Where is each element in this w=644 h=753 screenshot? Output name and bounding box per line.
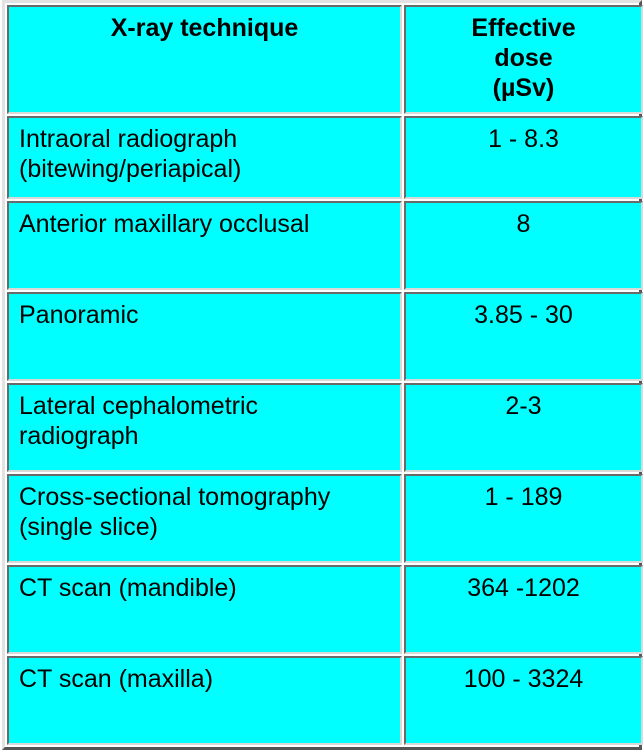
technique-line-2: (single slice) <box>19 513 158 542</box>
technique-cell <box>7 292 402 381</box>
dose-table-frame <box>2 0 642 750</box>
technique-cell <box>7 656 402 745</box>
technique-cell <box>7 383 402 472</box>
table-row <box>7 656 643 745</box>
technique-line-1: Anterior maxillary occlusal <box>19 210 310 239</box>
dose-cell: 1 - 8.3 <box>404 116 643 200</box>
technique-cell <box>7 201 402 290</box>
dose-cell: 364 -1202 <box>404 565 643 654</box>
dose-cell: 8 <box>404 201 643 290</box>
dose-cell: 1 - 189 <box>404 474 643 563</box>
table-header-row <box>7 5 643 114</box>
dose-table <box>5 3 644 747</box>
header-technique-label: X-ray technique <box>110 14 299 42</box>
dose-cell: 2-3 <box>404 383 643 472</box>
header-dose-unit: (µSv) <box>492 74 555 102</box>
dose-cell: 100 - 3324 <box>404 656 643 745</box>
header-dose-line-1: Effective <box>471 14 576 42</box>
table-row <box>7 474 643 563</box>
technique-cell <box>7 565 402 654</box>
header-dose-line-2: dose <box>494 44 553 72</box>
technique-line-1: CT scan (mandible) <box>19 574 237 603</box>
technique-cell <box>7 474 402 563</box>
technique-line-1: Panoramic <box>19 301 139 330</box>
table-row <box>7 292 643 381</box>
technique-line-1: CT scan (maxilla) <box>19 665 214 693</box>
table-row <box>7 201 643 290</box>
technique-line-1: Lateral cephalometric <box>19 392 259 421</box>
technique-line-1: Cross-sectional tomography <box>19 483 331 512</box>
technique-line-2: radiograph <box>19 422 139 451</box>
table-row <box>7 565 643 654</box>
technique-line-2: (bitewing/periapical) <box>19 154 242 183</box>
dose-cell: 3.85 - 30 <box>404 292 643 381</box>
header-effective-dose <box>404 5 643 114</box>
table-row <box>7 383 643 472</box>
technique-cell <box>7 116 402 200</box>
table-row <box>7 116 643 200</box>
technique-line-1: Intraoral radiograph <box>19 124 238 153</box>
header-technique <box>7 5 402 114</box>
